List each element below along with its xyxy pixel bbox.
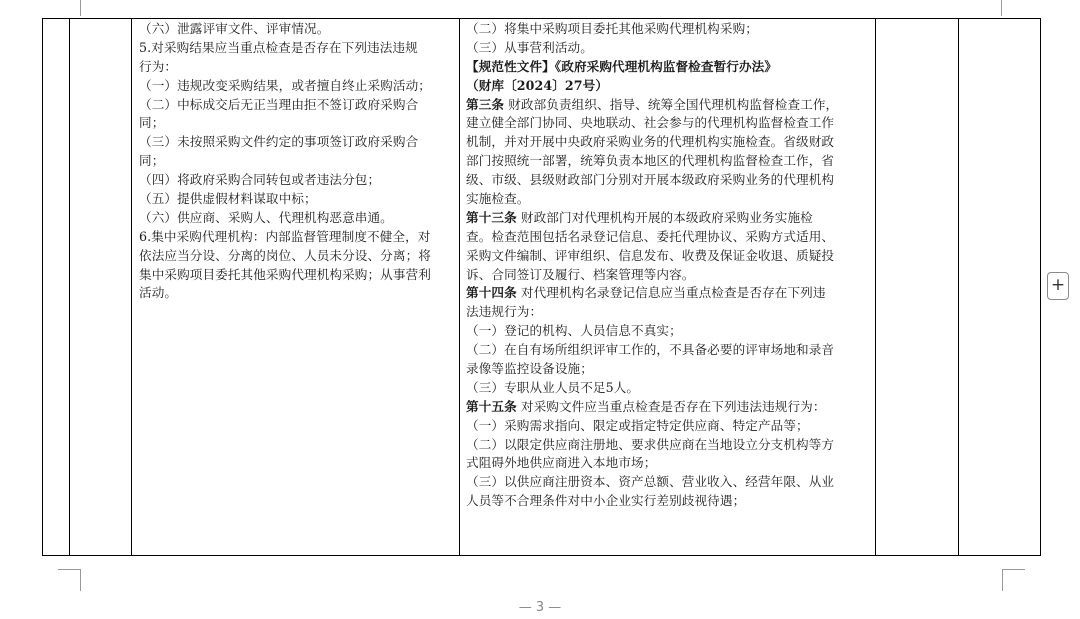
text-line — [466, 436, 872, 455]
text-line — [466, 473, 872, 492]
table-column-divider — [131, 19, 132, 555]
text-line: 行为： — [139, 58, 178, 74]
line-text: 录像等监控设备设施； — [466, 361, 593, 377]
article-line — [466, 209, 872, 228]
line-text: （财库〔2024〕27号） — [466, 77, 609, 93]
line-text: 机制，并对开展中央政府采购业务的代理机构实施检查。省级财政 — [466, 134, 835, 150]
text-line — [466, 303, 872, 322]
line-text: （二）以限定供应商注册地、要求供应商在当地设立分支机构等方 — [466, 436, 835, 452]
text-line — [466, 266, 872, 285]
text-line — [466, 190, 872, 209]
line-text: 实施检查。 — [466, 191, 530, 207]
text-line — [466, 360, 872, 379]
text-line — [466, 341, 872, 360]
line-text: （二）将集中采购项目委托其他采购代理机构采购； — [466, 21, 758, 36]
article-number: 第十四条 — [466, 285, 517, 301]
text-line — [466, 247, 872, 266]
inspection-items-column — [139, 20, 453, 303]
line-text: 部门按照统一部署，统筹负责本地区的代理机构监督检查工作，省 — [466, 153, 835, 169]
text-line: 同； — [139, 115, 165, 131]
page-corner-mark-bottom-right — [1002, 569, 1025, 591]
text-line: （一）违规改变采购结果，或者擅自终止采购活动； — [139, 77, 431, 93]
line-text: 人员等不合理条件对中小企业实行差别歧视待遇； — [466, 493, 746, 509]
article-number: 第三条 — [466, 96, 505, 112]
line-text: 财政部负责组织、指导、统筹全国代理机构监督检查工作， — [504, 96, 839, 112]
line-text: 式阻碍外地供应商进入本地市场； — [466, 455, 657, 471]
text-line — [466, 152, 872, 171]
table-column-divider — [875, 19, 876, 555]
line-text: 级、市级、县级财政部门分别对开展本级政府采购业务的代理机构 — [466, 172, 835, 188]
text-line: 5.对采购结果应当重点检查是否存在下列违法违规 — [139, 39, 418, 55]
text-line: （三）未按照采购文件约定的事项签订政府采购合 — [139, 134, 419, 150]
expand-plus-button[interactable]: + — [1047, 272, 1069, 300]
text-line: 依法应当分设、分离的岗位、人员未分设、分离；将 — [139, 247, 431, 263]
line-text: 诉、合同签订及履行、档案管理等内容。 — [466, 266, 695, 282]
text-line — [466, 322, 872, 341]
text-line — [466, 77, 872, 96]
text-line: （六）供应商、采购人、代理机构恶意串通。 — [139, 209, 393, 225]
line-text: 财政部门对代理机构开展的本级政府采购业务实施检 — [516, 209, 813, 225]
line-text: （三）从事营利活动。 — [466, 39, 593, 55]
line-text: 建立健全部门协同、央地联动、社会参与的代理机构监督检查工作 — [466, 115, 835, 131]
article-line — [466, 96, 872, 115]
text-line — [466, 20, 872, 39]
text-line — [466, 114, 872, 133]
text-line: 集中采购项目委托其他采购代理机构采购；从事营利 — [139, 266, 431, 282]
document-table — [42, 18, 1041, 556]
page-number: — 3 — — [518, 600, 562, 615]
text-line: （五）提供虚假材料谋取中标； — [139, 191, 317, 207]
text-line: 6.集中采购代理机构：内部监督管理制度不健全，对 — [139, 228, 431, 244]
article-number: 第十五条 — [466, 398, 517, 414]
article-number: 第十三条 — [466, 209, 517, 225]
table-column-divider — [459, 19, 460, 555]
text-line — [466, 133, 872, 152]
text-line: （四）将政府采购合同转包或者违法分包； — [139, 172, 381, 188]
text-line — [466, 171, 872, 190]
page-corner-mark-bottom-left — [58, 569, 81, 591]
table-column-divider — [69, 19, 70, 555]
line-text: （三）专职从业人员不足5人。 — [466, 379, 640, 395]
line-text: 对代理机构名录登记信息应当重点检查是否存在下列违 — [516, 285, 826, 301]
article-line — [466, 284, 872, 303]
line-text: 查。检查范围包括名录登记信息、委托代理协议、采购方式适用、 — [466, 228, 835, 244]
text-line: 活动。 — [139, 285, 178, 301]
text-line — [466, 379, 872, 398]
article-line — [466, 398, 872, 417]
line-text: （三）以供应商注册资本、资产总额、营业收入、经营年限、从业 — [466, 474, 835, 490]
line-text: （二）在自有场所组织评审工作的，不具备必要的评审场地和录音 — [466, 342, 835, 358]
line-text: （一）采购需求指向、限定或指定特定供应商、特定产品等； — [466, 417, 809, 433]
text-line — [466, 228, 872, 247]
table-column-divider — [958, 19, 959, 555]
text-line — [466, 492, 872, 511]
text-line — [466, 417, 872, 436]
line-text: 采购文件编制、评审组织、信息发布、收费及保证金收退、质疑投 — [466, 247, 835, 263]
line-text: 对采购文件应当重点检查是否存在下列违法违规行为： — [516, 398, 826, 414]
line-text: 法违规行为： — [466, 304, 543, 320]
line-text: 【规范性文件】《政府采购代理机构监督检查暂行办法》 — [466, 58, 778, 74]
text-line: （二）中标成交后无正当理由拒不签订政府采购合 — [139, 96, 419, 112]
page-corner-mark-top-left — [80, 0, 81, 16]
regulation-basis-column — [466, 20, 872, 511]
text-line — [466, 454, 872, 473]
text-line — [466, 39, 872, 58]
text-line — [466, 58, 872, 77]
page-corner-mark-top-right — [1001, 0, 1002, 16]
text-line: 同； — [139, 153, 165, 169]
line-text: （一）登记的机构、人员信息不真实； — [466, 323, 682, 339]
text-line: （六）泄露评审文件、评审情况。 — [139, 21, 330, 36]
